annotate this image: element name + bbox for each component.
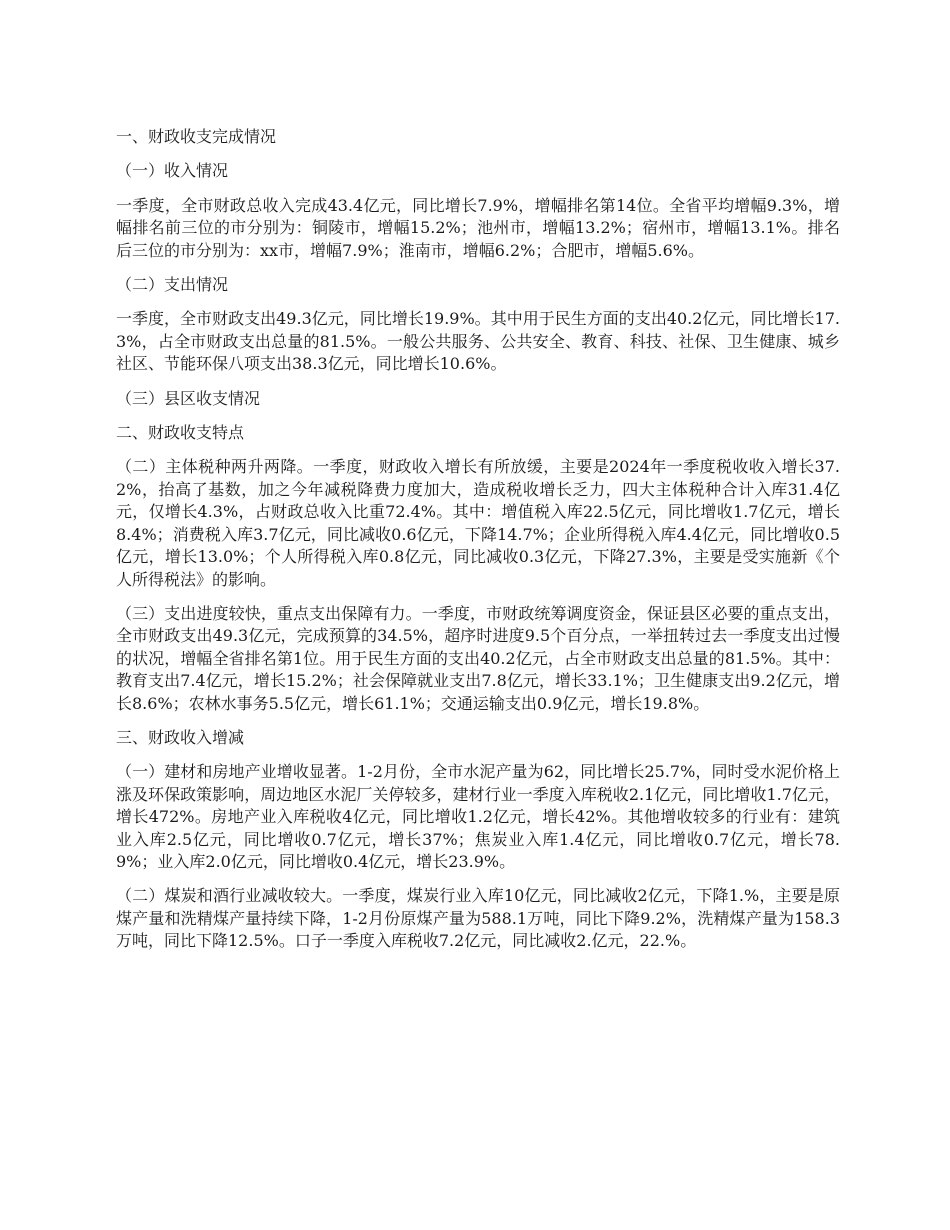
subheading-expenditure: （二）支出情况 (116, 275, 229, 295)
paragraph-expenditure-progress: （三）支出进度较快，重点支出保障有力。一季度，市财政统筹调度资金，保证县区必要的重点支出，全市财政支出49.3亿元，完成预算的34.5%，超序时进度9.5个百分点，一举扭转过去一季度支出过慢的状况，增幅全省排名第1位。用于民生方面的支出40.2亿元，占全市财政支出总量的81.5%。其中：教育支出7.4亿元，增长15.2%；社会保障就业支出7.8亿元，增长33.1%；卫生健康支出9.2亿元，增长8.6%；农林水事务5.5亿元，增长61.1%；交通运输支出0.9亿元，增长19.8%。 (116, 603, 840, 713)
document-body (116, 126, 840, 965)
section-heading-3: 三、财政收入增减 (116, 727, 245, 747)
subheading-income: （一）收入情况 (116, 161, 229, 181)
section-heading-1: 一、财政收支完成情况 (116, 127, 277, 146)
paragraph-main-taxes: （二）主体税种两升两降。一季度，财政收入增长有所放缓，主要是2024年一季度税收收入增长37.2%，抬高了基数，加之今年减税降费力度加大，造成税收增长乏力，四大主体税种合计入库31.4亿元，仅增长4.3%，占财政总收入比重72.4%。其中：增值税入库22.5亿元，同比增收1.7亿元，增长8.4%；消费税入库3.7亿元，同比减收0.6亿元，下降14.7%；企业所得税入库4.4亿元，同比增收0.5亿元，增长13.0%；个人所得税入库0.8亿元，同比减收0.3亿元，下降27.3%，主要是受实施新《个人所得税法》的影响。 (116, 457, 840, 589)
section-heading-2: 二、财政收支特点 (116, 423, 245, 443)
paragraph-expenditure: 一季度，全市财政支出49.3亿元，同比增长19.9%。其中用于民生方面的支出40.2亿元，同比增长17.3%，占全市财政支出总量的81.5%。一般公共服务、公共安全、教育、科技、社保、卫生健康、城乡社区、节能环保八项支出38.3亿元，同比增长10.6%。 (116, 309, 840, 374)
paragraph-building-materials: （一）建材和房地产业增收显著。1-2月份，全市水泥产量为62，同比增长25.7%，同时受水泥价格上涨及环保政策影响，周边地区水泥厂关停较多，建材行业一季度入库税收2.1亿元，同比增收1.7亿元，增长472%。房地产业入库税收4亿元，同比增收1.2亿元，增长42%。其他增收较多的行业有：建筑业入库2.5亿元，同比增收0.7亿元，增长37%；焦炭业入库1.4亿元，同比增收0.7亿元，增长78.9%；业入库2.0亿元，同比增收0.4亿元，增长23.9%。 (116, 762, 840, 871)
paragraph-income: 一季度，全市财政总收入完成43.4亿元，同比增长7.9%，增幅排名第14位。全省平均增幅9.3%，增幅排名前三位的市分别为：铜陵市，增幅15.2%；池州市，增幅13.2%；宿州市，增幅13.1%。排名后三位的市分别为：xx市，增幅7.9%；淮南市，增幅6.2%；合肥市，增幅5.6%。 (116, 195, 840, 260)
subheading-county: （三）县区收支情况 (116, 388, 261, 408)
paragraph-coal-liquor: （二）煤炭和酒行业减收较大。一季度，煤炭行业入库10亿元，同比减收2亿元，下降1.%，主要是原煤产量和洗精煤产量持续下降，1-2月份原煤产量为588.1万吨，同比下降9.2%，洗精煤产量为158.3万吨，同比下降12.5%。口子一季度入库税收7.2亿元，同比减收2.亿元，22.%。 (116, 886, 840, 951)
